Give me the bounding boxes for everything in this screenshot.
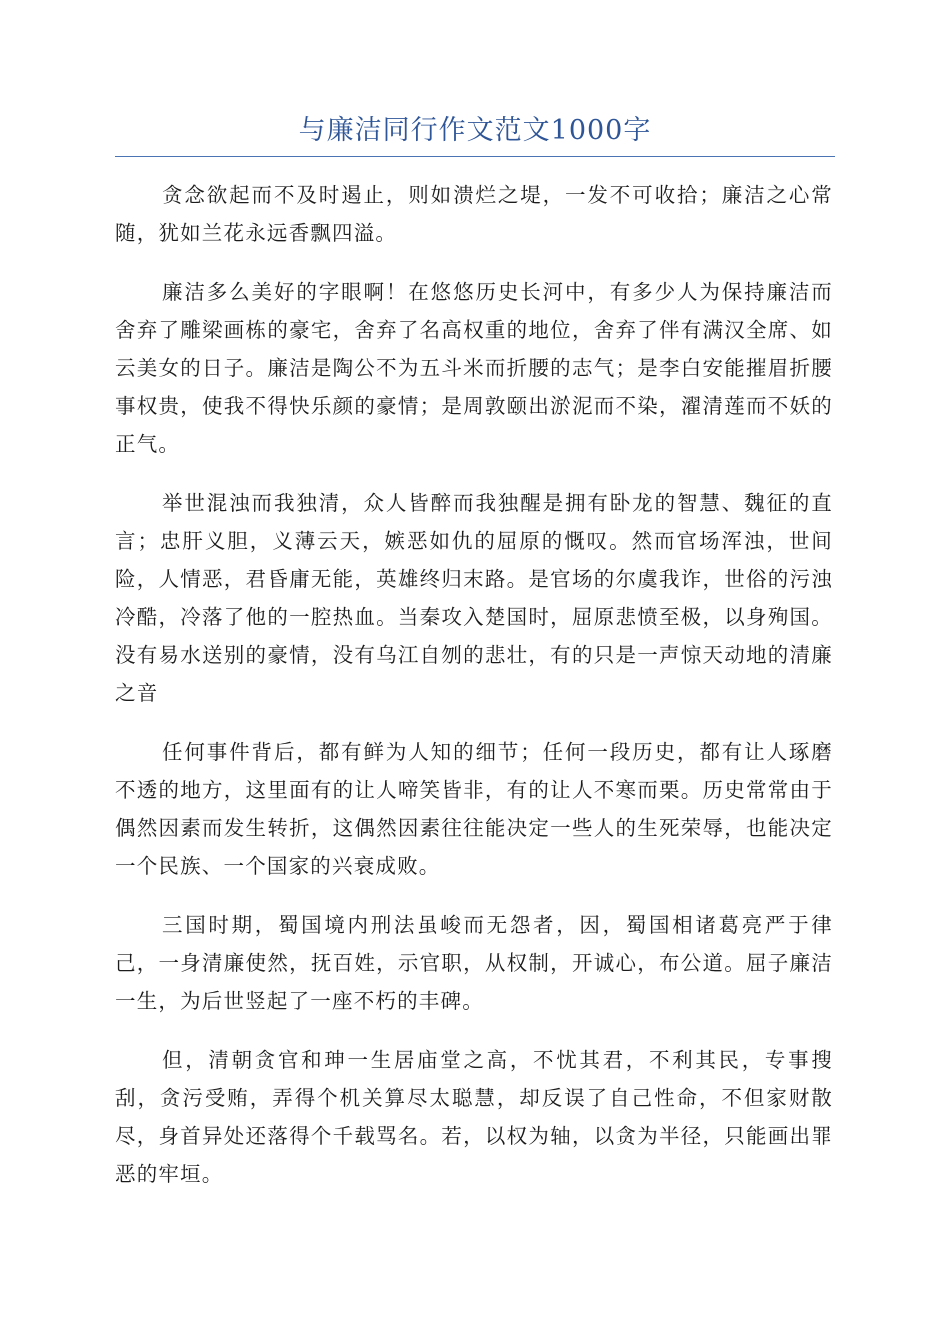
paragraph-1: 贪念欲起而不及时遏止，则如溃烂之堤，一发不可收拾；廉洁之心常随，犹如兰花永远香飘四溢。 — [115, 183, 833, 245]
page-title: 与廉洁同行作文范文1000字 — [298, 115, 652, 146]
paragraph-3: 举世混浊而我独清，众人皆醉而我独醒是拥有卧龙的智慧、魏征的直言；忠肝义胆，义薄云天，嫉恶如仇的屈原的慨叹。然而官场浑浊，世间险，人情恶，君昏庸无能，英雄终归末路。是官场的尔虞我诈，世俗的污浊冷酷，冷落了他的一腔热血。当秦攻入楚国时，屈原悲愤至极，以身殉国。没有易水送别的豪情，没有乌江自刎的悲壮，有的只是一声惊天动地的清廉之音 — [115, 491, 833, 705]
paragraph-4: 任何事件背后，都有鲜为人知的细节；任何一段历史，都有让人琢磨不透的地方，这里面有的让人啼笑皆非，有的让人不寒而栗。历史常常由于偶然因素而发生转折，这偶然因素往往能决定一些人的生死荣辱，也能决定一个民族、一个国家的兴衰成败。 — [115, 740, 833, 878]
paragraph-5: 三国时期，蜀国境内刑法虽峻而无怨者，因，蜀国相诸葛亮严于律己，一身清廉使然，抚百姓，示官职，从权制，开诚心，布公道。屈子廉洁一生，为后世竖起了一座不朽的丰碑。 — [115, 913, 833, 1013]
article-body — [115, 176, 833, 1214]
paragraph-6: 但，清朝贪官和珅一生居庙堂之高，不忧其君，不利其民，专事搜刮，贪污受贿，弄得个机关算尽太聪慧，却反误了自己性命，不但家财散尽，身首异处还落得个千载骂名。若，以权为轴，以贪为半径，只能画出罪恶的牢垣。 — [115, 1048, 833, 1186]
title-block — [115, 112, 835, 157]
paragraph-2: 廉洁多么美好的字眼啊！在悠悠历史长河中，有多少人为保持廉洁而舍弃了雕梁画栋的豪宅，舍弃了名高权重的地位，舍弃了伴有满汉全席、如云美女的日子。廉洁是陶公不为五斗米而折腰的志气；是李白安能摧眉折腰事权贵，使我不得快乐颜的豪情；是周敦颐出淤泥而不染，濯清莲而不妖的正气。 — [115, 280, 833, 456]
